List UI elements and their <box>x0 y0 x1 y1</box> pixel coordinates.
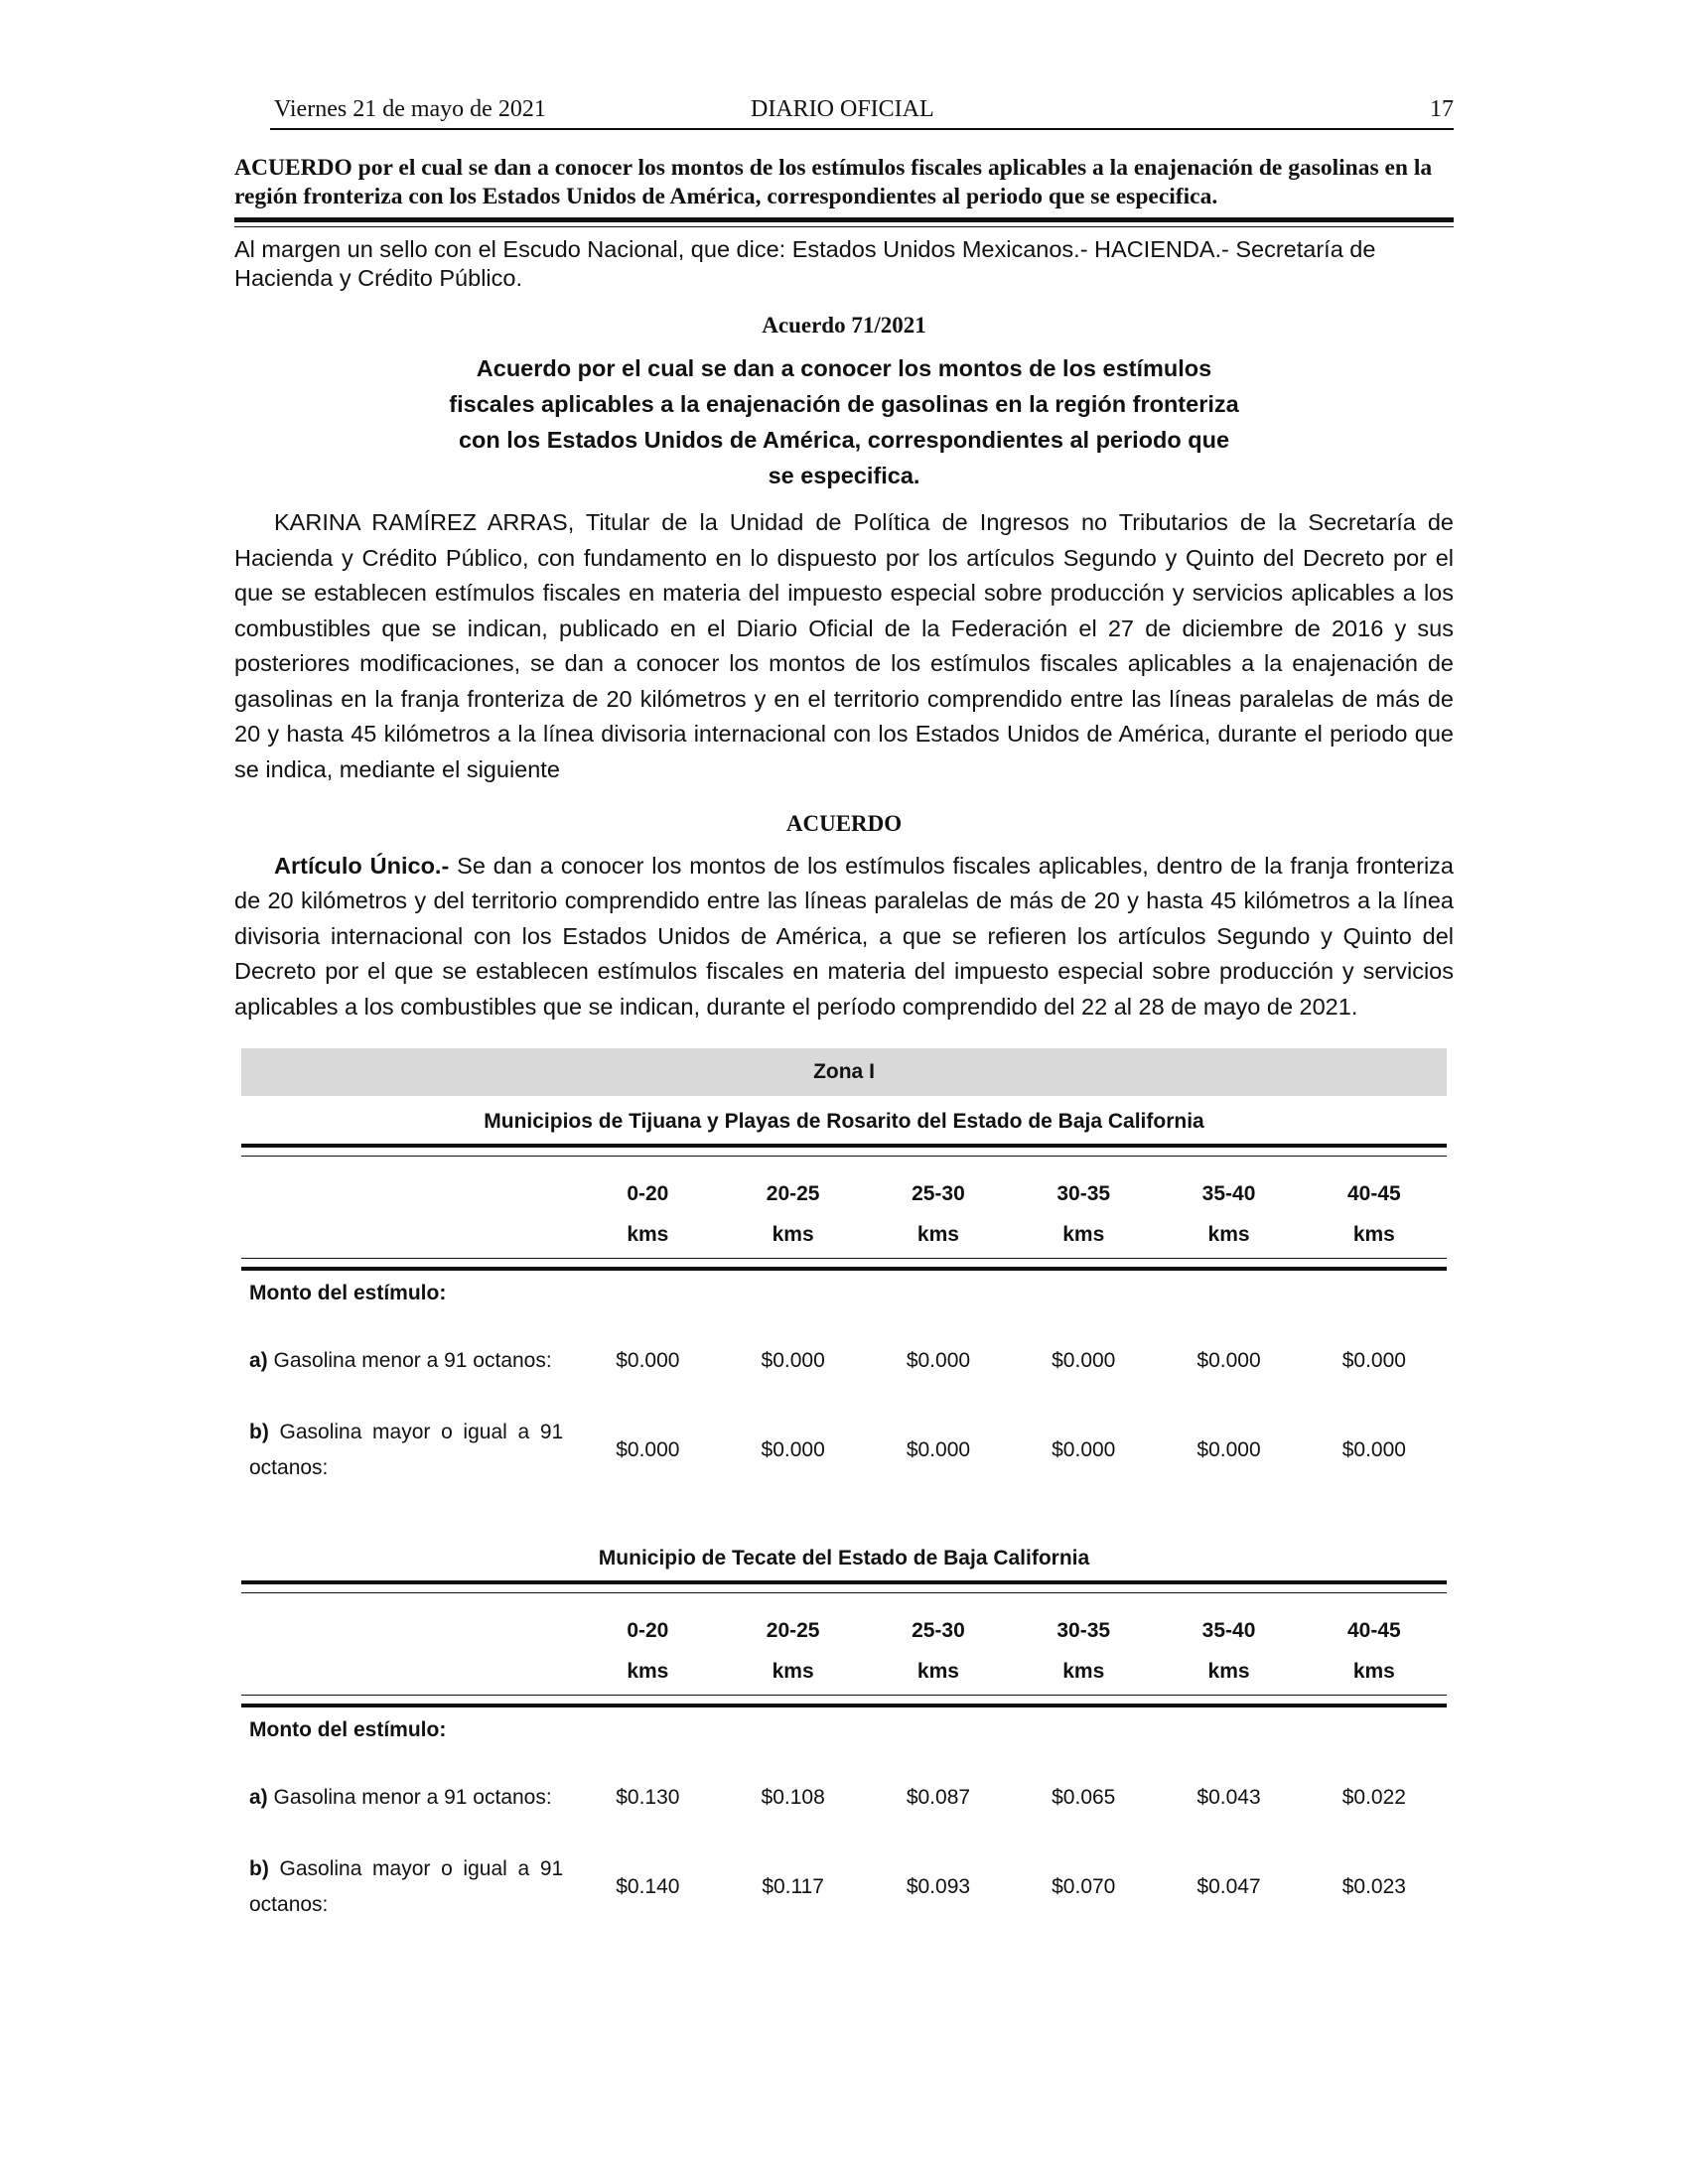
row-prefix: b) <box>249 1856 269 1880</box>
blank-header-cell <box>241 1592 575 1649</box>
blank-header-cell <box>241 1156 575 1212</box>
distance-unit-header: kms <box>1062 1659 1105 1683</box>
table-row <box>241 1753 1447 1843</box>
distance-range-header: 25-30 <box>912 1618 965 1642</box>
blank-header-cell <box>241 1649 575 1696</box>
distance-range-header: 40-45 <box>1346 1181 1401 1205</box>
header-rule <box>270 128 1454 130</box>
decree-title: Acuerdo por el cual se dan a conocer los montos de los estímulos fiscales aplicables a la enajenación de gasolinas en la región fronteriza con los Estados Unidos de América, correspondientes al periodo que se especifica. <box>449 355 1239 488</box>
row-prefix: b) <box>249 1420 269 1443</box>
distance-unit-header: kms <box>772 1659 814 1683</box>
issue-date: Viernes 21 de mayo de 2021 <box>274 96 546 122</box>
distance-unit-header: kms <box>1207 1659 1250 1683</box>
table-rule <box>241 1146 1447 1157</box>
stimulus-amount: $0.000 <box>761 1437 825 1461</box>
distance-range-header: 35-40 <box>1201 1181 1256 1205</box>
running-header <box>234 94 1454 128</box>
stimulus-amount: $0.047 <box>1196 1874 1261 1898</box>
acuerdo-heading: ACUERDO <box>785 810 903 836</box>
preamble-paragraph: KARINA RAMÍREZ ARRAS, Titular de la Unidad de Política de Ingresos no Tributarios de la Secretaría de Hacienda y Crédito Público, con fundamento en lo dispuesto por los artículos Segundo y Quinto del Decreto por el que se establecen estímulos fiscales en materia del impuesto especial sobre producción y servicios aplicables a los combustibles que se indican, publicado en el Diario Oficial de la Federación el 27 de diciembre de 2016 y sus posteriores modificaciones, se dan a conocer los montos de los estímulos fiscales aplicables a la enajenación de gasolinas en la franja fronteriza de 20 kilómetros y en el territorio comprendido entre las líneas paralelas de más de 20 y hasta 45 kilómetros a la línea divisoria internacional con los Estados Unidos de América, durante el periodo que se indica, mediante el siguiente <box>234 509 1454 782</box>
document-page <box>234 94 1454 1932</box>
distance-range-header: 40-45 <box>1346 1618 1401 1642</box>
zone-title: Zona I <box>241 1048 1447 1096</box>
distance-unit-header: kms <box>1062 1222 1105 1246</box>
stimulus-amount: $0.065 <box>1052 1785 1116 1809</box>
article-paragraph <box>234 849 1454 1025</box>
headline-rule <box>234 217 1454 231</box>
fuel-type-label <box>241 1406 575 1495</box>
headline: ACUERDO por el cual se dan a conocer los montos de los estímulos fiscales aplicables a la enajenación de gasolinas en la región fronteriza con los Estados Unidos de América, correspondientes al periodo que se especifica. <box>234 155 1433 209</box>
distance-unit-header: kms <box>627 1222 669 1246</box>
municipality-title: Municipio de Tecate del Estado de Baja California <box>598 1546 1090 1570</box>
stimulus-amount: $0.022 <box>1341 1785 1406 1809</box>
distance-range-header: 30-35 <box>1056 1181 1111 1205</box>
stimulus-amount: $0.000 <box>616 1348 680 1372</box>
stimulus-table <box>241 1144 1447 1495</box>
stimulus-amount: $0.000 <box>1052 1437 1116 1461</box>
monto-label: Monto del estímulo: <box>249 1281 447 1304</box>
municipality-title: Municipios de Tijuana y Playas de Rosarito del Estado de Baja California <box>484 1109 1204 1133</box>
table-rule <box>241 1582 1447 1593</box>
article-label: Artículo Único.- <box>274 852 450 879</box>
stimulus-amount: $0.000 <box>1196 1437 1261 1461</box>
table-row <box>241 1316 1447 1406</box>
stimulus-amount: $0.108 <box>761 1785 825 1809</box>
table-rule <box>241 1258 1447 1269</box>
stimulus-amount: $0.000 <box>1341 1348 1406 1372</box>
stimulus-amount: $0.087 <box>906 1785 971 1809</box>
stimulus-amount: $0.140 <box>616 1874 680 1898</box>
stimulus-amount: $0.117 <box>762 1874 824 1898</box>
distance-range-header: 0-20 <box>627 1618 669 1642</box>
distance-unit-header: kms <box>916 1659 959 1683</box>
monto-label: Monto del estímulo: <box>249 1717 447 1741</box>
fuel-type-label <box>241 1316 575 1406</box>
distance-unit-header: kms <box>772 1222 814 1246</box>
decree-number: Acuerdo 71/2021 <box>762 313 926 338</box>
row-label: Gasolina mayor o igual a 91 octanos: <box>249 1420 564 1479</box>
distance-unit-header: kms <box>1352 1659 1395 1683</box>
row-prefix: a) <box>249 1348 268 1372</box>
stimulus-amount: $0.000 <box>1196 1348 1261 1372</box>
distance-range-header: 20-25 <box>766 1618 820 1642</box>
stimulus-amount: $0.000 <box>1052 1348 1116 1372</box>
journal-name: DIARIO OFICIAL <box>751 96 934 122</box>
stimulus-amount: $0.093 <box>906 1874 971 1898</box>
distance-range-header: 35-40 <box>1201 1618 1256 1642</box>
stimulus-amount: $0.000 <box>616 1437 680 1461</box>
table-row <box>241 1843 1447 1932</box>
distance-unit-header: kms <box>1207 1222 1250 1246</box>
stimulus-amount: $0.000 <box>906 1348 971 1372</box>
margin-note: Al margen un sello con el Escudo Nacional, que dice: Estados Unidos Mexicanos.- HACIENDA.- Secretaría de Hacienda y Crédito Público. <box>234 236 1376 291</box>
distance-unit-header: kms <box>1352 1222 1395 1246</box>
table-rule <box>241 1695 1447 1706</box>
page-number: 17 <box>1430 96 1454 122</box>
table-row <box>241 1406 1447 1495</box>
stimulus-amount: $0.130 <box>616 1785 680 1809</box>
distance-range-header: 25-30 <box>912 1181 965 1205</box>
row-label: Gasolina menor a 91 octanos: <box>267 1785 552 1809</box>
article-text: Se dan a conocer los montos de los estímulos fiscales aplicables, dentro de la franja fronteriza de 20 kilómetros y del territorio comprendido entre las líneas paralelas de más de 20 y hasta 45 kilómetros a la línea divisoria internacional con los Estados Unidos de América, a que se refieren los artículos Segundo y Quinto del Decreto por el que se establecen estímulos fiscales en materia del impuesto especial sobre producción y servicios aplicables a los combustibles que se indican, durante el período comprendido del 22 al 28 de mayo de 2021. <box>234 852 1454 1020</box>
row-label: Gasolina menor a 91 octanos: <box>267 1348 552 1372</box>
stimulus-amount: $0.070 <box>1052 1874 1116 1898</box>
distance-unit-header: kms <box>916 1222 959 1246</box>
fuel-type-label <box>241 1753 575 1843</box>
stimulus-amount: $0.000 <box>906 1437 971 1461</box>
distance-range-header: 20-25 <box>766 1181 820 1205</box>
stimulus-amount: $0.000 <box>1341 1437 1406 1461</box>
row-label: Gasolina mayor o igual a 91 octanos: <box>249 1856 564 1916</box>
stimulus-amount: $0.043 <box>1196 1785 1261 1809</box>
stimulus-amount: $0.000 <box>761 1348 825 1372</box>
distance-unit-header: kms <box>627 1659 669 1683</box>
distance-range-header: 0-20 <box>627 1181 669 1205</box>
blank-header-cell <box>241 1212 575 1259</box>
stimulus-tables <box>234 1110 1454 1932</box>
row-prefix: a) <box>249 1785 268 1809</box>
distance-range-header: 30-35 <box>1056 1618 1111 1642</box>
stimulus-table <box>241 1580 1447 1932</box>
stimulus-amount: $0.023 <box>1341 1874 1406 1898</box>
fuel-type-label <box>241 1843 575 1932</box>
